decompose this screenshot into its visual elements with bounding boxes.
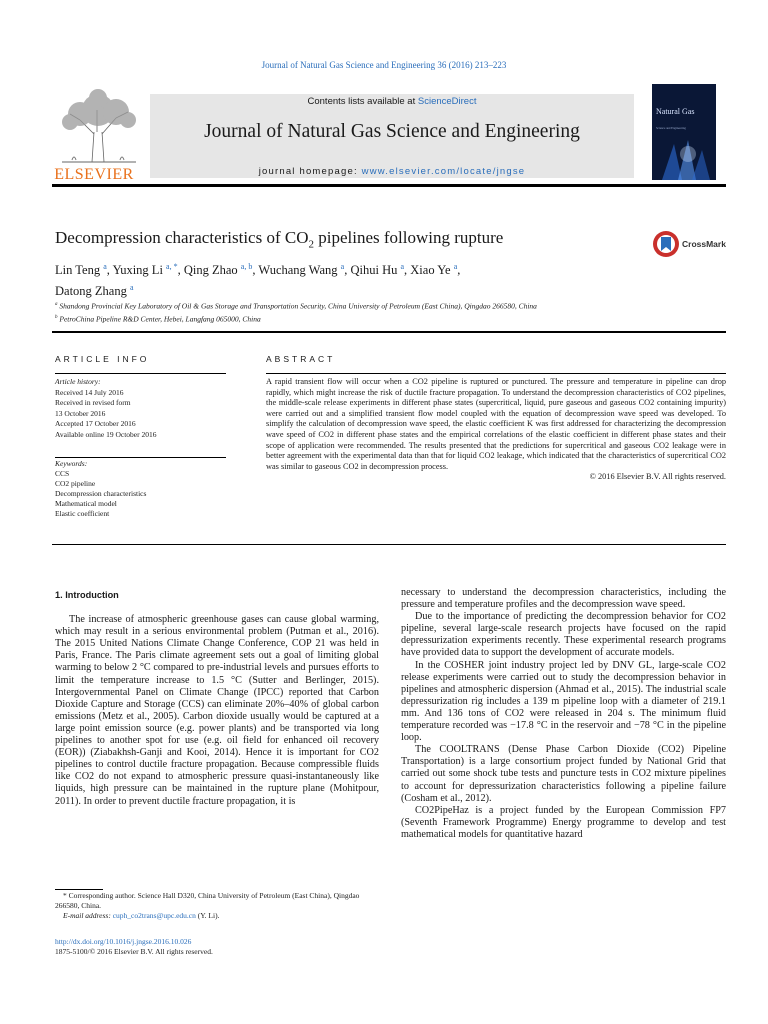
journal-title: Journal of Natural Gas Science and Engineering: [204, 121, 580, 142]
abstract-divider: [266, 373, 726, 374]
author-name[interactable]: Qing Zhao: [183, 263, 238, 278]
affiliation-mark[interactable]: a: [400, 262, 405, 271]
abstract-paragraph: A rapid transient flow will occur when a CO2 pipeline is ruptured or punctured. The pressure and temperature in pipeline can drop rapidly, which might increase the risk of ductile fracture propagation. To understand the decompression characteristics of CO2 pipelines, the middle-scale release experiments in different phase states (supercritical, liquid, pure gaseous and gaseous CO2 containing impurity) were carried out and a simplified transient flow model coupled with the equation of decompression wave speed was developed. To simplify the calculation of decompression wave speed, the elastic coefficient K was first addressed for characterizing the decompression wave speed of CO2 in different phase states and the empirical correlations of the elastic coefficient in different phase states and their scope of application were recommended. The results presented that the predictions for supercritical and gaseous CO2 leakage were in better agreement with the experimental data than that for liquid CO2 leakage, which indicated that the characteristics of supercritical CO2 was similar to gaseous CO2 in decompression process.: [266, 377, 726, 471]
article-history: [55, 377, 230, 440]
abstract-bottom-divider: [52, 544, 726, 545]
body-paragraph: The increase of atmospheric greenhouse gases can cause global warming, which may result in a serious environmental problem (Putman et al., 2016). The 2015 United Nations Climate Change Conference, COP 21 was held in Paris, France. The Paris climate agreement sets out a goal of limiting global warming to below 2 °C compared to pre-industrial levels and pursues efforts to limit the temperature increase to 1.5 °C (Sutter and Berlinger, 2015). Intergovernmental Panel on Climate Change (IPCC) reported that Carbon Dioxide Capture and Storage (CCS) can eliminate 20%–40% of global carbon emissions (Metz et al., 2005). Carbon dioxide usually would be captured at a large point emission source (e.g. power plants) and be transported via long pipelines to another spot for use (e.g. oil field for enhanced oil recovery (EOR)) (Ziabakhsh-Ganji and Kooi, 2014). Hence it is important for CO2 pipelines to control ductile fracture propagation. Because compressible fluids like CO2 do not expand to atmospheric pressure quasi-instantaneously like liquids, high pressure can be maintained in the rupture plane (Mohitpour, 2011). In order to prevent ductile fracture propagation, it is: [55, 614, 379, 807]
email-suffix: (Y. Li).: [195, 911, 220, 920]
email-line: [55, 911, 379, 921]
doi-link[interactable]: http://dx.doi.org/10.1016/j.jngse.2016.10.026: [55, 937, 192, 946]
keyword: Mathematical model: [55, 499, 117, 508]
author-name[interactable]: Datong Zhang: [55, 284, 127, 299]
crossmark-label: CrossMark: [682, 239, 726, 249]
cover-subtitle: Science and Engineering: [656, 126, 686, 130]
crossmark-badge[interactable]: [652, 230, 728, 258]
publisher-name: ELSEVIER: [54, 166, 134, 183]
homepage-prefix: journal homepage:: [258, 166, 362, 177]
author-name[interactable]: Qihui Hu: [350, 263, 398, 278]
corresponding-author: * Corresponding author. Science Hall D320, China University of Petroleum (East China), Qingdao 266580, China.: [55, 891, 360, 910]
affiliation-mark[interactable]: a: [453, 262, 458, 271]
body-left-column: [55, 589, 379, 808]
abstract-heading: ABSTRACT: [266, 354, 336, 364]
issn-line: 1875-5100/© 2016 Elsevier B.V. All rights reserved.: [55, 947, 213, 956]
corresponding-author-note: [55, 891, 379, 921]
history-item: 13 October 2016: [55, 408, 106, 418]
affiliation-b: [55, 312, 695, 325]
body-right-column: [401, 587, 726, 841]
keyword: CCS: [55, 469, 70, 478]
doi-block: [55, 937, 379, 957]
keywords-label: Keywords:: [55, 459, 88, 468]
history-item: Received in revised form: [55, 398, 131, 407]
affiliation-mark[interactable]: a: [340, 262, 345, 271]
journal-homepage-link[interactable]: www.elsevier.com/locate/jngse: [361, 166, 526, 177]
journal-cover-image: [652, 84, 716, 180]
history-label: Article history:: [55, 377, 101, 386]
affiliation-mark[interactable]: a: [129, 283, 134, 293]
email-label: E-mail address:: [63, 911, 113, 920]
author-name[interactable]: Wuchang Wang: [258, 263, 338, 278]
keyword: Decompression characteristics: [55, 489, 147, 498]
author-name[interactable]: Yuxing Li: [112, 263, 163, 278]
sciencedirect-link[interactable]: ScienceDirect: [417, 96, 477, 107]
contents-line: [150, 96, 634, 107]
body-paragraph: The COOLTRANS (Dense Phase Carbon Dioxide (CO2) Pipeline Transportation) is a large consortium project funded by National Grid that carried out some shock tube tests and puncture tests in CO2 mixture pipelines to account for depressurization characteristics following a pipeline failure (Cosham et al., 2012).: [401, 744, 726, 804]
title-subscript: 2: [308, 238, 314, 251]
author-name[interactable]: Xiao Ye: [410, 263, 451, 278]
history-item: Accepted 17 October 2016: [55, 419, 136, 428]
keywords: [55, 459, 230, 519]
journal-reference-link[interactable]: Journal of Natural Gas Science and Engineering 36 (2016) 213–223: [261, 60, 507, 70]
history-item: Received 14 July 2016: [55, 387, 124, 397]
keyword: Elastic coefficient: [55, 509, 110, 518]
body-paragraph: necessary to understand the decompression characteristics, including the pressure and temperature profiles and the decompression wave speed.: [401, 587, 726, 611]
info-divider: [55, 373, 226, 374]
title-divider: [52, 331, 726, 333]
article-info-heading: ARTICLE INFO: [55, 354, 150, 364]
keyword: CO2 pipeline: [55, 479, 96, 488]
author-name[interactable]: Lin Teng: [55, 263, 101, 278]
footnote-divider: [55, 889, 103, 890]
affiliation-text: Shandong Provincial Key Laboratory of Oil & Gas Storage and Transportation Security, China University of Petroleum (East China), Qingdao 266580, China: [59, 301, 537, 311]
affiliation-mark: a: [55, 302, 58, 307]
homepage-line: [150, 166, 634, 177]
contents-prefix: Contents lists available at: [307, 96, 418, 107]
affiliation-mark[interactable]: a, b: [240, 262, 253, 271]
body-paragraph: In the COSHER joint industry project led by DNV GL, large-scale CO2 release experiments were carried out to study the decompression behavior in pipelines and atmospheric dispersion (Ahmad et al., 2015). The industrial scale depressurization rig includes a 139 m pipeline loop with a diameter of 219.1 mm. And 136 tons of CO2 were released in 204 s. The minimum fluid temperature recorded was −17.8 °C in the reservoir and −78 °C in the pipeline loop.: [401, 659, 726, 744]
keywords-divider: [55, 457, 226, 458]
copyright-line: © 2016 Elsevier B.V. All rights reserved.: [589, 472, 726, 482]
body-paragraph: CO2PipeHaz is a project funded by the European Commission FP7 (Seventh Framework Programme) Energy programme to develop and test mathematical models for quantitative hazard: [401, 804, 726, 840]
affiliation-text: PetroChina Pipeline R&D Center, Hebei, Langfang 065000, China: [59, 314, 261, 323]
title-part: Decompression characteristics of CO: [55, 228, 309, 247]
cover-title: Natural Gas: [656, 107, 695, 116]
affiliation-mark: b: [55, 314, 58, 320]
header-divider: [52, 184, 726, 187]
affiliation-mark[interactable]: a: [103, 262, 107, 271]
affiliation-mark[interactable]: a, *: [166, 262, 178, 271]
body-paragraph: Due to the importance of predicting the decompression behavior for CO2 pipeline, several large-scale research projects have focused on the rapid depressurization experiments recently. These experimental research programs have provided data to support the development of accurate models.: [401, 611, 726, 659]
section-heading: 1. Introduction: [55, 590, 119, 600]
abstract-body: [266, 377, 726, 483]
article-title: [55, 228, 503, 250]
affiliations: [55, 299, 695, 324]
title-part: pipelines following rupture: [314, 228, 504, 247]
email-link[interactable]: cuph_co2trans@upc.edu.cn: [112, 911, 196, 920]
author-list: Lin Teng $^a$, Yuxing Li $^{a, *}$, Qing Zhao $^{a, b}$, Wuchang Wang $^a$, Qihui Hu $^a$, Xiao Ye $^a$, Datong Zhang $^a$: [55, 262, 461, 299]
history-item: Available online 19 October 2016: [55, 429, 157, 439]
affiliation-a: [55, 299, 695, 312]
